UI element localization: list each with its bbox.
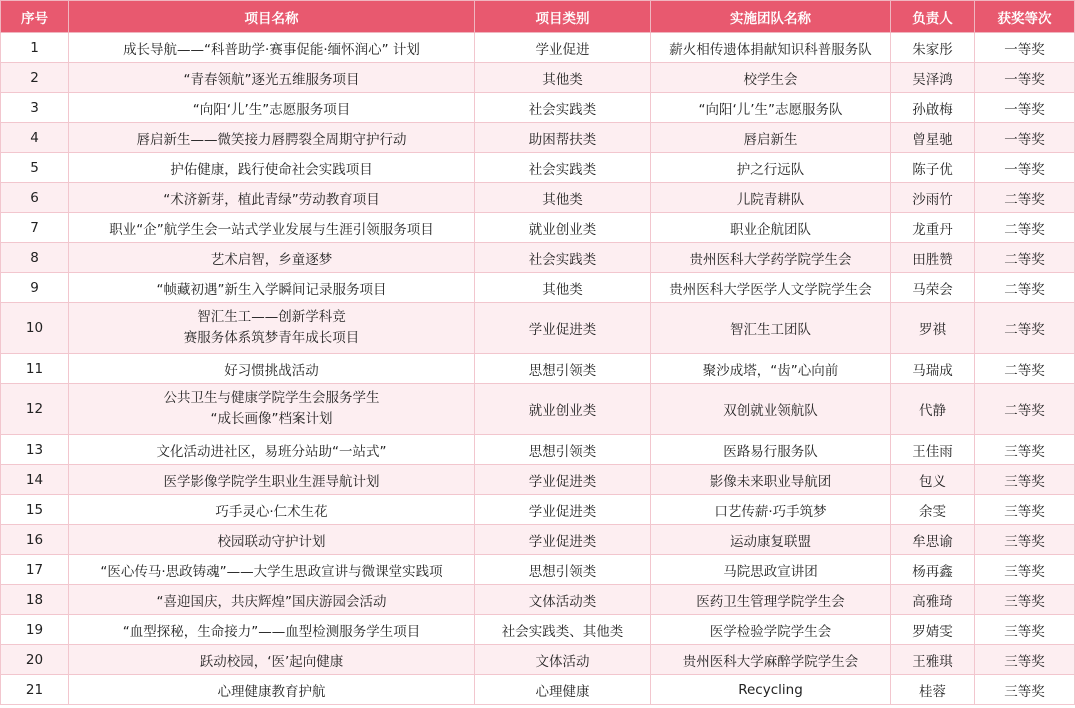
cell-leader: 曾星驰 (891, 123, 975, 153)
cell-team-name: 职业企航团队 (651, 213, 891, 243)
cell-leader: 罗祺 (891, 303, 975, 354)
cell-team-name: Recycling (651, 675, 891, 705)
table-row (1, 495, 1075, 525)
cell-project-name: “向阳‘儿’生”志愿服务项目 (69, 93, 475, 123)
cell-category: 学业促进 (475, 33, 651, 63)
table-row (1, 435, 1075, 465)
cell-award: 二等奖 (975, 243, 1075, 273)
cell-no: 4 (1, 123, 69, 153)
cell-category: 思想引领类 (475, 354, 651, 384)
cell-category: 其他类 (475, 63, 651, 93)
cell-leader: 杨再鑫 (891, 555, 975, 585)
cell-category: 学业促进类 (475, 303, 651, 354)
cell-leader: 包义 (891, 465, 975, 495)
cell-award: 一等奖 (975, 123, 1075, 153)
cell-no: 2 (1, 63, 69, 93)
cell-project-name: 心理健康教育护航 (69, 675, 475, 705)
cell-leader: 余雯 (891, 495, 975, 525)
cell-award: 二等奖 (975, 354, 1075, 384)
cell-project-name: “青春领航”逐光五维服务项目 (69, 63, 475, 93)
cell-leader: 田胜赞 (891, 243, 975, 273)
table-row (1, 213, 1075, 243)
cell-leader: 龙重丹 (891, 213, 975, 243)
cell-category: 就业创业类 (475, 384, 651, 435)
cell-category: 社会实践类 (475, 153, 651, 183)
header-leader: 负责人 (891, 1, 975, 33)
cell-no: 19 (1, 615, 69, 645)
cell-no: 6 (1, 183, 69, 213)
cell-category: 其他类 (475, 183, 651, 213)
table-row (1, 273, 1075, 303)
cell-team-name: 双创就业领航队 (651, 384, 891, 435)
cell-leader: 沙雨竹 (891, 183, 975, 213)
cell-no: 12 (1, 384, 69, 435)
cell-no: 20 (1, 645, 69, 675)
cell-category: 社会实践类 (475, 93, 651, 123)
header-category: 项目类别 (475, 1, 651, 33)
cell-award: 一等奖 (975, 93, 1075, 123)
header-no: 序号 (1, 1, 69, 33)
cell-award: 一等奖 (975, 153, 1075, 183)
cell-team-name: 马院思政宣讲团 (651, 555, 891, 585)
cell-award: 三等奖 (975, 645, 1075, 675)
cell-award: 二等奖 (975, 303, 1075, 354)
cell-project-name: 好习惯挑战活动 (69, 354, 475, 384)
cell-no: 11 (1, 354, 69, 384)
cell-category: 思想引领类 (475, 435, 651, 465)
cell-award: 二等奖 (975, 183, 1075, 213)
table-row (1, 153, 1075, 183)
table-body (1, 33, 1075, 705)
cell-category: 文体活动类 (475, 585, 651, 615)
table-row (1, 645, 1075, 675)
cell-category: 助困帮扶类 (475, 123, 651, 153)
cell-no: 18 (1, 585, 69, 615)
cell-project-name: 唇启新生——微笑接力唇腭裂全周期守护行动 (69, 123, 475, 153)
table-row (1, 384, 1075, 435)
cell-award: 三等奖 (975, 435, 1075, 465)
cell-no: 5 (1, 153, 69, 183)
cell-award: 二等奖 (975, 213, 1075, 243)
cell-project-name: 校园联动守护计划 (69, 525, 475, 555)
cell-category: 社会实践类 (475, 243, 651, 273)
cell-project-name: “血型探秘，生命接力”——血型检测服务学生项目 (69, 615, 475, 645)
cell-team-name: 医药卫生管理学院学生会 (651, 585, 891, 615)
cell-category: 心理健康 (475, 675, 651, 705)
cell-award: 三等奖 (975, 525, 1075, 555)
cell-award: 三等奖 (975, 465, 1075, 495)
table-row (1, 465, 1075, 495)
cell-leader: 桂蓉 (891, 675, 975, 705)
table-row (1, 93, 1075, 123)
table-row (1, 63, 1075, 93)
cell-leader: 孙啟梅 (891, 93, 975, 123)
table-row (1, 33, 1075, 63)
cell-leader: 王佳雨 (891, 435, 975, 465)
cell-leader: 朱家彤 (891, 33, 975, 63)
cell-leader: 罗婧雯 (891, 615, 975, 645)
cell-team-name: 薪火相传遗体捐献知识科普服务队 (651, 33, 891, 63)
cell-leader: 马荣会 (891, 273, 975, 303)
cell-leader: 王雅琪 (891, 645, 975, 675)
header-award: 获奖等次 (975, 1, 1075, 33)
table-row (1, 525, 1075, 555)
cell-no: 21 (1, 675, 69, 705)
cell-leader: 高雅琦 (891, 585, 975, 615)
table-row (1, 303, 1075, 354)
cell-category: 学业促进类 (475, 465, 651, 495)
cell-project-name: 公共卫生与健康学院学生会服务学生 “成长画像”档案计划 (69, 384, 475, 435)
header-row (1, 1, 1075, 33)
cell-project-name: 智汇生工——创新学科竞 赛服务体系筑梦青年成长项目 (69, 303, 475, 354)
header-project-name: 项目名称 (69, 1, 475, 33)
cell-team-name: 贵州医科大学医学人文学院学生会 (651, 273, 891, 303)
cell-team-name: 医学检验学院学生会 (651, 615, 891, 645)
table-header (1, 1, 1075, 33)
cell-category: 学业促进类 (475, 525, 651, 555)
cell-category: 其他类 (475, 273, 651, 303)
cell-no: 13 (1, 435, 69, 465)
cell-project-name: 职业“企”航学生会一站式学业发展与生涯引领服务项目 (69, 213, 475, 243)
cell-no: 14 (1, 465, 69, 495)
cell-category: 学业促进类 (475, 495, 651, 525)
cell-team-name: 贵州医科大学麻醉学院学生会 (651, 645, 891, 675)
cell-award: 二等奖 (975, 273, 1075, 303)
cell-team-name: 聚沙成塔，“齿”心向前 (651, 354, 891, 384)
cell-project-name: “喜迎国庆，共庆辉煌”国庆游园会活动 (69, 585, 475, 615)
cell-leader: 马瑞成 (891, 354, 975, 384)
cell-project-name: 艺术启智，乡童逐梦 (69, 243, 475, 273)
table-row (1, 585, 1075, 615)
cell-no: 16 (1, 525, 69, 555)
cell-no: 1 (1, 33, 69, 63)
cell-no: 9 (1, 273, 69, 303)
cell-no: 17 (1, 555, 69, 585)
table-row (1, 243, 1075, 273)
cell-team-name: 唇启新生 (651, 123, 891, 153)
cell-project-name: 巧手灵心·仁术生花 (69, 495, 475, 525)
cell-category: 思想引领类 (475, 555, 651, 585)
cell-no: 7 (1, 213, 69, 243)
cell-project-name: “医心传马·思政铸魂”——大学生思政宣讲与微课堂实践项 (69, 555, 475, 585)
cell-leader: 牟思谕 (891, 525, 975, 555)
cell-award: 三等奖 (975, 585, 1075, 615)
cell-no: 15 (1, 495, 69, 525)
cell-award: 三等奖 (975, 675, 1075, 705)
cell-award: 三等奖 (975, 615, 1075, 645)
table-row (1, 183, 1075, 213)
cell-leader: 吴泽鸿 (891, 63, 975, 93)
cell-no: 3 (1, 93, 69, 123)
table-row (1, 123, 1075, 153)
cell-leader: 代静 (891, 384, 975, 435)
cell-project-name: “帧藏初遇”新生入学瞬间记录服务项目 (69, 273, 475, 303)
table-row (1, 675, 1075, 705)
cell-category: 就业创业类 (475, 213, 651, 243)
cell-category: 文体活动 (475, 645, 651, 675)
cell-project-name: “术济新芽，植此青绿”劳动教育项目 (69, 183, 475, 213)
cell-project-name: 跃动校园，‘医’起向健康 (69, 645, 475, 675)
cell-no: 10 (1, 303, 69, 354)
cell-team-name: 贵州医科大学药学院学生会 (651, 243, 891, 273)
cell-team-name: 运动康复联盟 (651, 525, 891, 555)
table-row (1, 354, 1075, 384)
table-row (1, 555, 1075, 585)
cell-team-name: “向阳‘儿’生”志愿服务队 (651, 93, 891, 123)
cell-leader: 陈子优 (891, 153, 975, 183)
cell-team-name: 护之行远队 (651, 153, 891, 183)
cell-project-name: 成长导航——“科普助学·赛事促能·缅怀润心” 计划 (69, 33, 475, 63)
cell-project-name: 护佑健康，践行使命社会实践项目 (69, 153, 475, 183)
header-team-name: 实施团队名称 (651, 1, 891, 33)
cell-category: 社会实践类、其他类 (475, 615, 651, 645)
cell-team-name: 影像未来职业导航团 (651, 465, 891, 495)
cell-team-name: 口艺传薪·巧手筑梦 (651, 495, 891, 525)
cell-no: 8 (1, 243, 69, 273)
table-row (1, 615, 1075, 645)
cell-team-name: 智汇生工团队 (651, 303, 891, 354)
cell-award: 一等奖 (975, 33, 1075, 63)
cell-project-name: 文化活动进社区，易班分站助“一站式” (69, 435, 475, 465)
cell-team-name: 儿院青耕队 (651, 183, 891, 213)
cell-award: 一等奖 (975, 63, 1075, 93)
cell-award: 三等奖 (975, 555, 1075, 585)
cell-award: 三等奖 (975, 495, 1075, 525)
cell-award: 二等奖 (975, 384, 1075, 435)
cell-project-name: 医学影像学院学生职业生涯导航计划 (69, 465, 475, 495)
cell-team-name: 校学生会 (651, 63, 891, 93)
cell-team-name: 医路易行服务队 (651, 435, 891, 465)
